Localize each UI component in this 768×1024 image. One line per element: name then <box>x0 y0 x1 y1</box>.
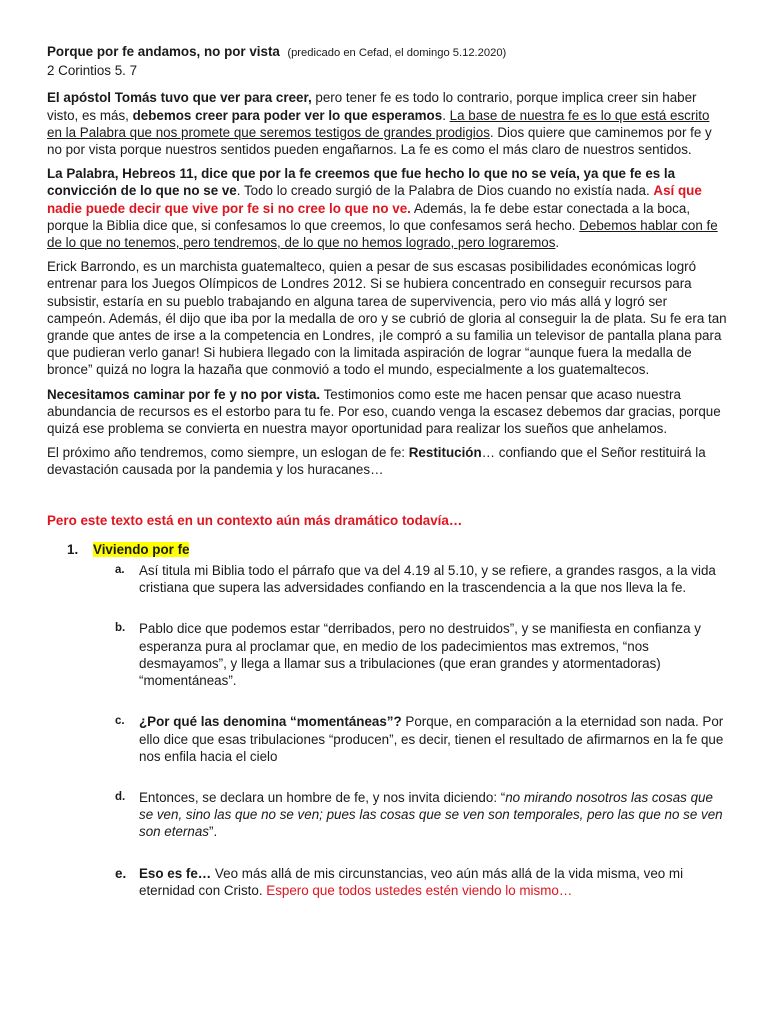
p2-text-2: Además, la fe debe estar conectada a la boca, porque la Biblia dice que, si confesamos lo que creemos, lo que confesamos será hecho. <box>47 200 691 233</box>
p4-bold-1: Necesitamos caminar por fe y no por vista. <box>47 386 321 402</box>
sub-e-text: Veo más allá de mis circunstancias, veo aún más allá de la vida misma, veo mi eternidad con Cristo. <box>139 865 684 898</box>
sub-e-bold: Eso es fe… <box>139 865 212 881</box>
sub-letter-e: e. <box>115 865 127 881</box>
sub-d-text: Entonces, se declara un hombre de fe, y nos invita diciendo: “ <box>139 789 506 805</box>
paragraph-1 <box>47 89 728 158</box>
sub-letter-b: b. <box>115 622 126 635</box>
sub-item-b <box>93 620 728 689</box>
p2-text-3: . <box>555 235 560 251</box>
p2-text-1: . Todo lo creado surgió de la Palabra de Dios cuando no existía nada. <box>236 183 654 199</box>
p5-text-1: El próximo año tendremos, como siempre, un eslogan de fe: <box>47 445 409 461</box>
sub-item-e <box>93 865 728 899</box>
section-heading: Pero este texto está en un contexto aún más dramático todavía… <box>47 512 463 528</box>
paragraph-3: Erick Barrondo, es un marchista guatemalteco, quien a pesar de sus escasas posibilidades económicas logró entrenar para los Juegos Olímpicos de Londres 2012. Si se hubiera concentrado en conseguir recursos para subsistir, estaría en su pueblo trabajando en alguna tarea de supervivencia, pero vio más allá y logró ser campeón. Además, él dijo que iba por la medalla de oro y se cubrió de gloria al conseguir la de plata. Su fe era tan grande que antes de irse a la competencia en Londres, ¡le compró a su familia un televisor de pantalla plana para que pudieran verlo ganar! Si hubiera llegado con la limitada aspiración de lograr “aunque fuera la medalla de bronce” quizá no logra la hazaña que conmovió a todo el mundo, especialmente a los guatemaltecos. <box>47 259 727 378</box>
sub-item-c <box>93 713 728 765</box>
title-note: (predicado en Cefad, el domingo 5.12.2020) <box>287 47 507 59</box>
p5-text-2: … confiando que el Señor restituirá la devastación causada por la pandemia y los huracanes… <box>47 445 706 478</box>
p1-text-1: pero tener fe es todo lo contrario, porque implica creer sin haber visto, es más, <box>47 90 697 123</box>
sub-d-text-end: ”. <box>208 824 218 840</box>
list-item-1 <box>47 541 728 899</box>
sub-text-e <box>139 865 728 899</box>
p1-bold-2: debemos creer para poder ver lo que esperamos <box>132 107 443 123</box>
p1-bold-1: El apóstol Tomás tuvo que ver para creer, <box>47 90 312 106</box>
sub-d-italic: no mirando nosotros las cosas que se ven, sino las que no se ven; pues las cosas que se ven son temporales, pero las que no se ven son eternas <box>139 789 723 840</box>
p1-text-2: . <box>442 107 450 123</box>
paragraph-4 <box>47 386 728 438</box>
p2-red-bold: Así que nadie puede decir que vive por fe si no cree lo que no ve. <box>47 183 702 216</box>
main-list <box>47 541 728 899</box>
p1-underline-1: La base de nuestra fe es lo que está escrito en la Palabra que nos promete que seremos testigos de grandes prodigios <box>47 107 710 140</box>
sub-letter-c: c. <box>115 715 125 728</box>
p5-bold-1: Restitución <box>408 445 482 461</box>
bible-reference: 2 Corintios 5. 7 <box>47 63 138 79</box>
sermon-title: Porque por fe andamos, no por vista <box>47 44 280 59</box>
sub-text-a: Así titula mi Biblia todo el párrafo que va del 4.19 al 5.10, y se refiere, a grandes rasgos, a la vida cristiana que supera las adversidades confiando en la trascendencia a la que nos lleva la fe. <box>139 563 716 596</box>
paragraph-5 <box>47 444 728 478</box>
sub-letter-d: d. <box>115 790 126 803</box>
sub-item-a <box>93 562 728 596</box>
sub-c-text: Porque, en comparación a la eternidad son nada. Por ello dice que esas tribulaciones “producen”, es decir, tienen el resultado de afirmarnos en la fe que nos enfila hacia el cielo <box>139 714 724 764</box>
paragraph-2 <box>47 165 728 251</box>
p2-bold-1: La Palabra, Hebreos 11, dice que por la fe creemos que fue hecho lo que no se veía, ya que fe es la convicción de lo que no se ve <box>47 166 676 199</box>
list-heading: Viviendo por fe <box>93 541 190 557</box>
sub-text-d <box>139 789 728 841</box>
sub-e-red: Espero que todos ustedes estén viendo lo mismo… <box>266 882 573 898</box>
p2-underline-1: Debemos hablar con fe de lo que no tenemos, pero tendremos, de lo que no hemos logrado, pero lograremos <box>47 217 718 251</box>
sub-c-bold: ¿Por qué las denomina “momentáneas”? <box>139 714 402 730</box>
sub-item-d <box>93 789 728 841</box>
title-line <box>47 43 728 62</box>
p4-text-1: Testimonios como este me hacen pensar que acaso nuestra abundancia de recursos es el estorbo para tu fe. Por eso, cuando venga la escasez debemos dar gracias, porque quizá ese problema se convierta en nuestra mayor oportunidad para realizar los sueños que anhelamos. <box>47 386 721 437</box>
sub-list <box>93 562 728 899</box>
sub-text-b: Pablo dice que podemos estar “derribados, pero no destruidos”, y se manifiesta en confianza y esperanza pura al proclamar que, en medio de los padecimientos mas extremos, “nos desmayamos”, y llega a llamar sus a tribulaciones (que eran grandes y atormentadoras) “momentáneas”. <box>139 621 701 689</box>
p1-text-3: . Dios quiere que caminemos por fe y no por vista porque nuestros sentidos pueden engañarnos. La fe es como el más claro de nuestros sentidos. <box>47 124 712 158</box>
sub-text-c <box>139 713 728 765</box>
sub-letter-a: a. <box>115 564 125 577</box>
list-number: 1. <box>67 541 79 557</box>
